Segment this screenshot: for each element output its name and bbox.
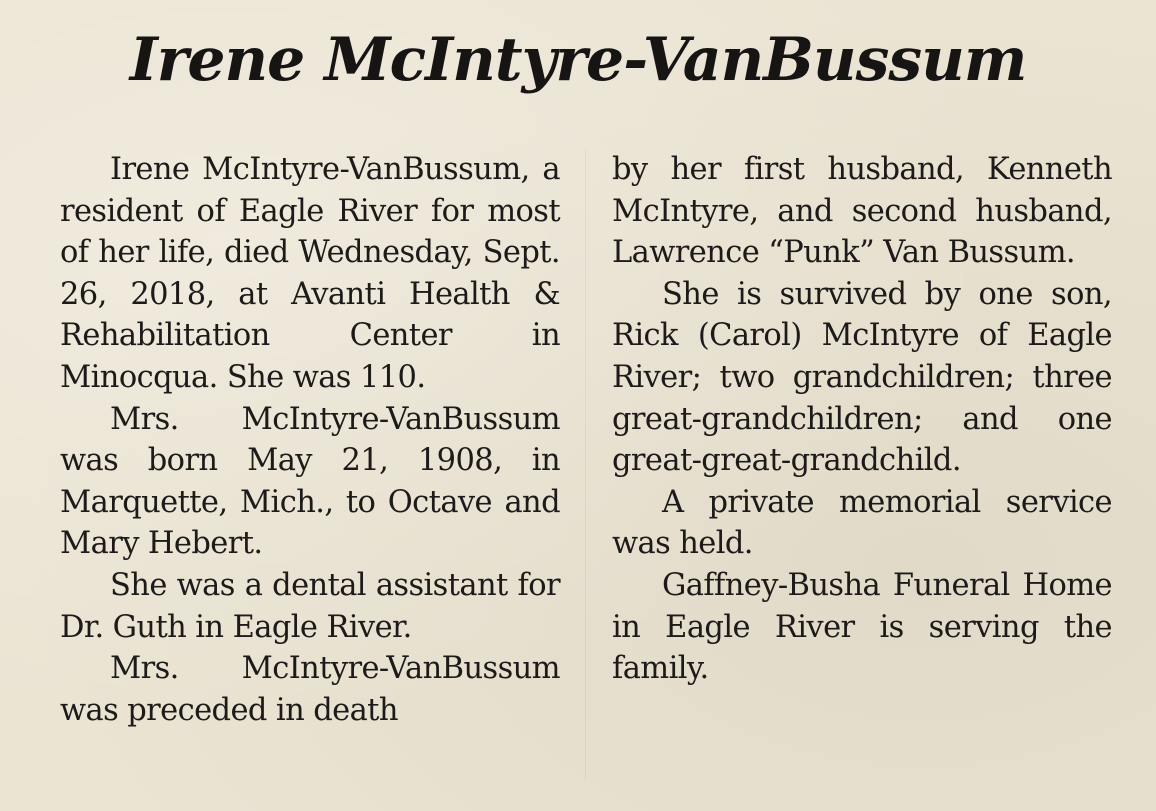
paragraph-preceded-start: Mrs. McIntyre-VanBussum was preceded in death (60, 651, 560, 728)
paragraph-birth: Mrs. McIntyre-VanBussum was born May 21, 1908, in Marquette, Mich., to Octave and Mary Hebert. (60, 401, 560, 562)
paragraph-career: She was a dental assistant for Dr. Guth in Eagle River. (60, 567, 560, 645)
left-column (60, 149, 560, 731)
paragraph-survivors: She is survived by one son, Rick (Carol) McIntyre of Eagle River; two grandchildren; three great-grandchildren; and one great-great-grandchild. (612, 276, 1112, 479)
right-column (612, 149, 1112, 690)
paragraph-funeral-home: Gaffney-Busha Funeral Home in Eagle River is serving the family. (612, 567, 1112, 687)
obituary-headline: Irene McIntyre-VanBussum (129, 25, 1027, 95)
paragraph-preceded-continued: by her first husband, Kenneth McIntyre, and second husband, Lawrence “Punk” Van Bussum. (612, 152, 1112, 271)
paragraph-memorial: A private memorial service was held. (612, 484, 1112, 562)
column-divider (585, 150, 586, 780)
paragraph-death-notice: Irene McIntyre-VanBussum, a resident of Eagle River for most of her life, died Wednesday, Sept. 26, 2018, at Avanti Health & Rehabilitation Center in Minocqua. She was 110. (60, 152, 560, 395)
